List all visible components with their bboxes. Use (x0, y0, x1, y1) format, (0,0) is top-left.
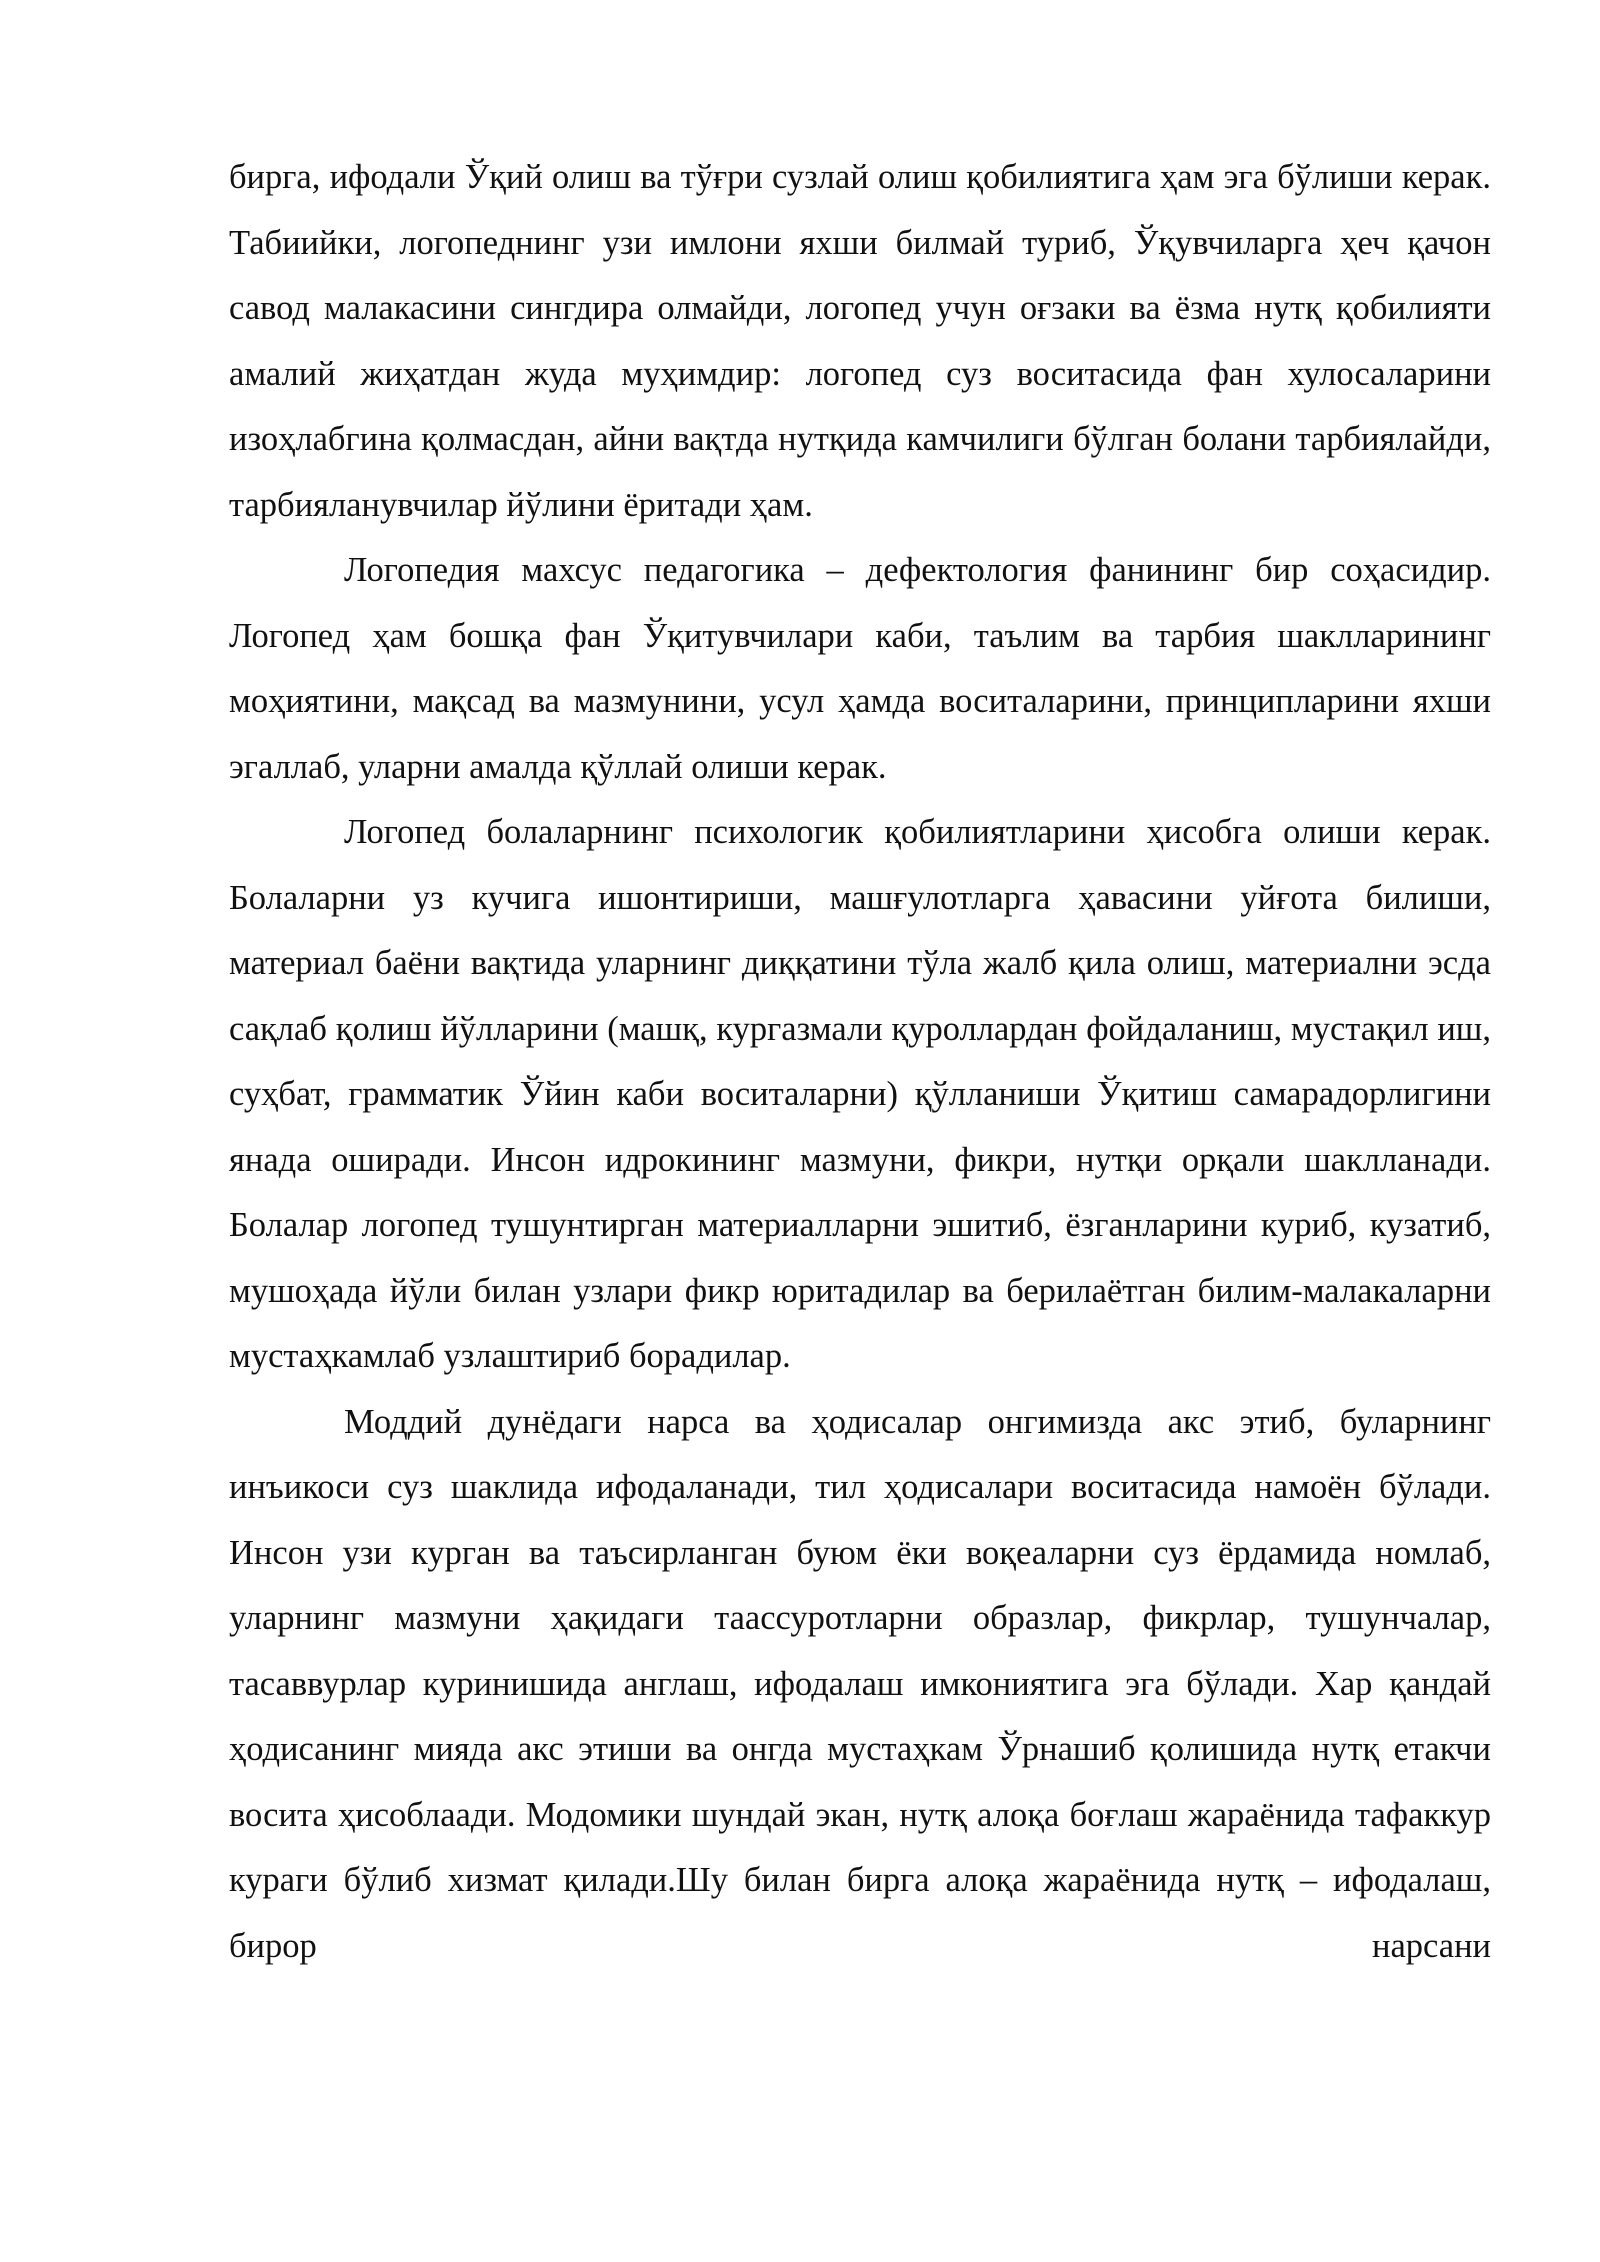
paragraph-4: Моддий дунёдаги нарса ва ҳодисалар онгимизда акс этиб, буларнинг инъикоси суз шаклида ифодаланади, тил ҳодисалари воситасида намоён бўлади. Инсон узи курган ва таъсирланган буюм ёки воқеаларни суз ёрдамида номлаб, уларнинг мазмуни ҳақидаги таассуротларни образлар, фикрлар, тушунчалар, тасаввурлар куринишида англаш, ифодалаш имкониятига эга бўлади. Хар қандай ҳодисанинг мияда акс этиши ва онгда мустаҳкам Ўрнашиб қолишида нутқ етакчи восита ҳисоблаади. Модомики шундай экан, нутқ алоқа боғлаш жараёнида тафаккур кураги бўлиб хизмат қилади.Шу билан бирга алоқа жараёнида нутқ – ифодалаш, бирор нарсани (229, 1402, 1491, 1965)
paragraph-3: Логопед болаларнинг психологик қобилиятларини ҳисобга олиши керак. Болаларни уз кучига ишонтириши, машғулотларга ҳавасини уйғота билиши, материал баёни вақтида уларнинг диққатини тўла жалб қила олиш, материални эсда сақлаб қолиш йўлларини (машқ, кургазмали қуроллардан фойдаланиш, мустақил иш, суҳбат, грамматик Ўйин каби воситаларни) қўлланиши Ўқитиш самарадорлигини янада оширади. Инсон идрокининг мазмуни, фикри, нутқи орқали шаклланади. Болалар логопед тушунтирган материалларни эшитиб, ёзганларини куриб, кузатиб, мушоҳада йўли билан узлари фикр юритадилар ва берилаётган билим-малакаларни мустаҳкамлаб узлаштириб борадилар. (229, 813, 1491, 1375)
paragraph-2: Логопедия махсус педагогика – дефектология фанининг бир соҳасидир. Логопед ҳам бошқа фан Ўқитувчилари каби, таълим ва тарбия шаклларининг моҳиятини, мақсад ва мазмунини, усул ҳамда воситаларини, принципларини яхши эгаллаб, уларни амалда қўллай олиши керак. (229, 551, 1491, 786)
paragraph-1: бирга, ифодали Ўқий олиш ва тўғри сузлай олиш қобилиятига ҳам эга бўлиши керак. Табиийки, логопеднинг узи имлони яхши билмай туриб, Ўқувчиларга ҳеч қачон савод малакасини сингдира олмайди, логопед учун оғзаки ва ёзма нутқ қобилияти амалий жиҳатдан жуда муҳимдир: логопед суз воситасида фан хулосаларини изоҳлабгина қолмасдан, айни вақтда нутқида камчилиги бўлган болани тарбиялайди, тарбияланувчилар йўлини ёритади ҳам. (229, 158, 1491, 524)
document-page (229, 145, 1491, 1979)
